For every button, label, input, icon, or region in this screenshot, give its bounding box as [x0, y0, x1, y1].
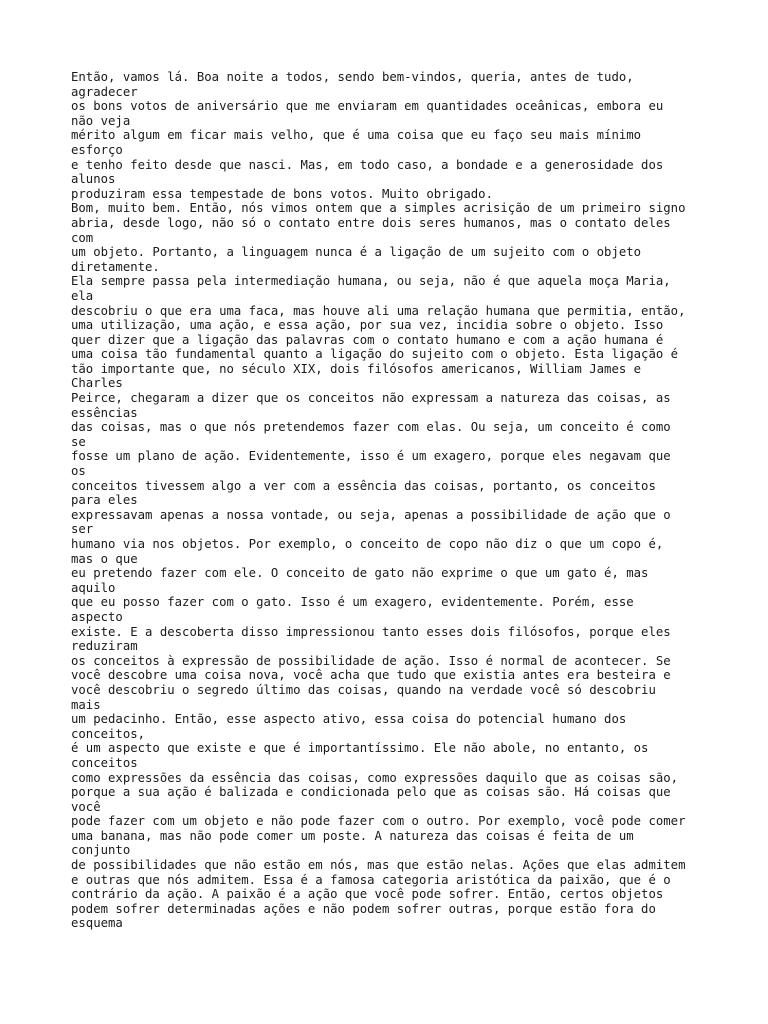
- text-line: reduziram: [71, 639, 138, 654]
- text-line: uma utilização, uma ação, e essa ação, por sua vez, incidia sobre o objeto. Isso: [71, 318, 664, 333]
- text-line: expressavam apenas a nossa vontade, ou seja, apenas a possibilidade de ação que o: [71, 507, 671, 522]
- text-line: um objeto. Portanto, a linguagem nunca é a ligação de um sujeito com o objeto: [71, 245, 642, 260]
- text-line: ser: [71, 522, 94, 537]
- text-line: Bom, muito bem. Então, nós vimos ontem que a simples acrisição de um primeiro signo: [71, 201, 686, 216]
- text-line: Então, vamos lá. Boa noite a todos, sendo bem-vindos, queria, antes de tudo,: [71, 70, 634, 84]
- text-line: podem sofrer determinadas ações e não podem sofrer outras, porque estão fora do: [71, 901, 656, 916]
- text-line: é um aspecto que existe e que é importantíssimo. Ele não abole, no entanto, os: [71, 741, 649, 756]
- text-line: que eu posso fazer com o gato. Isso é um exagero, evidentemente. Porém, esse: [71, 595, 634, 610]
- text-line: fosse um plano de ação. Evidentemente, isso é um exagero, porque eles negavam que: [71, 449, 671, 464]
- text-line: os conceitos à expressão de possibilidade de ação. Isso é normal de acontecer. Se: [71, 653, 671, 668]
- text-line: produziram essa tempestade de bons votos. Muito obrigado.: [71, 186, 493, 201]
- text-line: aspecto: [71, 609, 123, 624]
- text-line: mas o que: [71, 551, 138, 566]
- text-line: Peirce, chegaram a dizer que os conceitos não expressam a natureza das coisas, as: [71, 391, 671, 406]
- text-line: os: [71, 464, 86, 479]
- text-line: existe. E a descoberta disso impressionou tanto esses dois filósofos, porque eles: [71, 624, 671, 639]
- text-line: tão importante que, no século XIX, dois filósofos americanos, William James e: [71, 361, 642, 376]
- text-line: não veja: [71, 113, 131, 128]
- text-line: esforço: [71, 142, 123, 157]
- text-line: contrário da ação. A paixão é a ação que você pode sofrer. Então, certos objetos: [71, 887, 664, 902]
- text-line: ela: [71, 288, 94, 303]
- text-line: aquilo: [71, 580, 116, 595]
- text-line: esquema: [71, 916, 123, 931]
- text-line: agradecer: [71, 84, 138, 99]
- text-line: Ela sempre passa pela intermediação humana, ou seja, não é que aquela moça Maria,: [71, 274, 671, 289]
- text-line: quer dizer que a ligação das palavras com o contato humano e com a ação humana é: [71, 332, 664, 347]
- text-line: mais: [71, 697, 101, 712]
- text-line: uma coisa tão fundamental quanto a ligação do sujeito com o objeto. Esta ligação é: [71, 347, 679, 362]
- text-line: das coisas, mas o que nós pretendemos fazer com elas. Ou seja, um conceito é como: [71, 420, 671, 435]
- text-line: pode fazer com um objeto e não pode fazer com o outro. Por exemplo, você pode comer: [71, 814, 686, 829]
- text-line: mérito algum em ficar mais velho, que é uma coisa que eu faço seu mais mínimo: [71, 128, 642, 143]
- text-line: conceitos: [71, 755, 138, 770]
- text-line: os bons votos de aniversário que me enviaram em quantidades oceânicas, embora eu: [71, 99, 664, 114]
- text-line: se: [71, 434, 86, 449]
- text-line: essências: [71, 405, 138, 420]
- text-line: com: [71, 230, 94, 245]
- text-line: porque a sua ação é balizada e condicionada pelo que as coisas são. Há coisas que: [71, 785, 671, 800]
- text-line: conceitos,: [71, 726, 146, 741]
- text-line: eu pretendo fazer com ele. O conceito de gato não exprime o que um gato é, mas: [71, 566, 649, 581]
- document-page: [71, 70, 711, 931]
- text-line: você: [71, 799, 101, 814]
- text-line: abria, desde logo, não só o contato entre dois seres humanos, mas o contato deles: [71, 215, 671, 230]
- text-line: Charles: [71, 376, 123, 391]
- text-line: você descobre uma coisa nova, você acha que tudo que existia antes era besteira e: [71, 668, 671, 683]
- text-line: conceitos tivessem algo a ver com a essência das coisas, portanto, os conceitos: [71, 478, 656, 493]
- text-line: um pedacinho. Então, esse aspecto ativo, essa coisa do potencial humano dos: [71, 712, 627, 727]
- text-line: uma banana, mas não pode comer um poste. A natureza das coisas é feita de um: [71, 828, 634, 843]
- text-line: alunos: [71, 172, 116, 187]
- text-line: descobriu o que era uma faca, mas houve ali uma relação humana que permitia, então,: [71, 303, 686, 318]
- text-line: como expressões da essência das coisas, como expressões daquilo que as coisas são,: [71, 770, 679, 785]
- text-line: humano via nos objetos. Por exemplo, o conceito de copo não diz o que um copo é,: [71, 537, 664, 551]
- text-line: você descobriu o segredo último das coisas, quando na verdade você só descobriu: [71, 682, 656, 697]
- text-line: para eles: [71, 493, 138, 508]
- text-line: conjunto: [71, 843, 131, 858]
- text-line: diretamente.: [71, 259, 160, 274]
- text-line: de possibilidades que não estão em nós, mas que estão nelas. Ações que elas admitem: [71, 858, 686, 873]
- text-line: e outras que nós admitem. Essa é a famosa categoria aristótica da paixão, que é o: [71, 872, 671, 887]
- text-line: e tenho feito desde que nasci. Mas, em todo caso, a bondade e a generosidade dos: [71, 157, 664, 172]
